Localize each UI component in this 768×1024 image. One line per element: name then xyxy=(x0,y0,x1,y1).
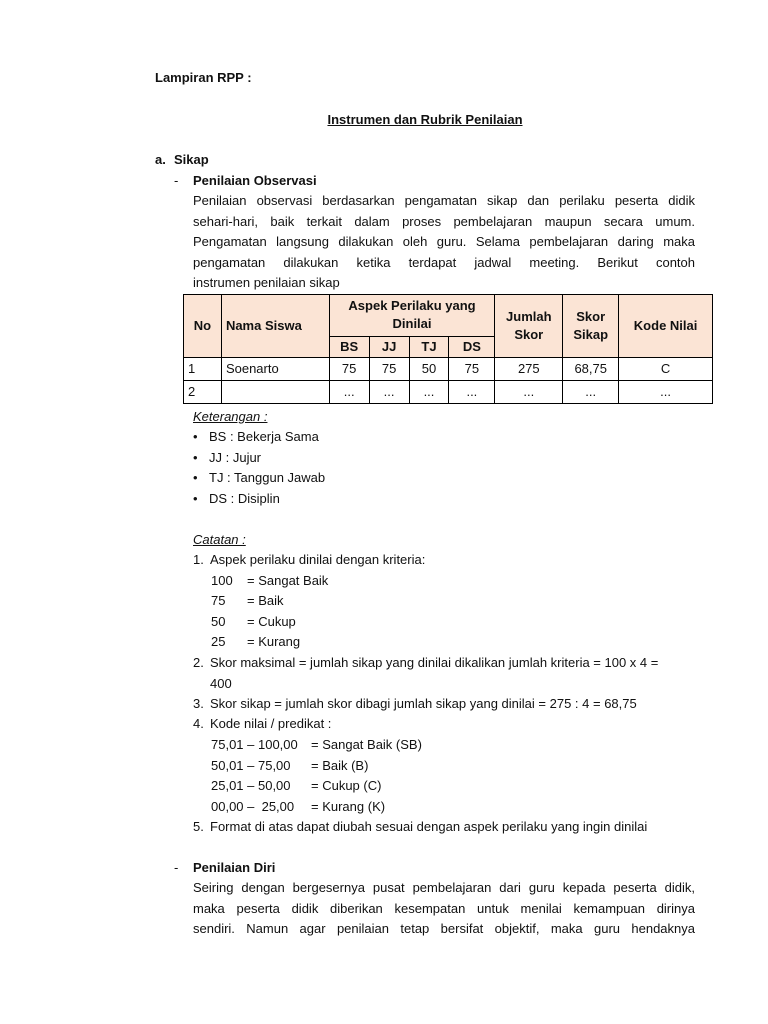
note-item-3: 3. Skor sikap = jumlah skor dibagi jumlah sikap yang dinilai = 275 : 4 = 68,75 xyxy=(193,696,637,711)
section-a-label: a. xyxy=(155,152,166,167)
notes-title: Catatan : xyxy=(193,532,246,547)
self-assessment-paragraph xyxy=(193,878,695,940)
header-aspect-bs: BS xyxy=(329,336,369,357)
note-item-2: 2. Skor maksimal = jumlah sikap yang dinilai dikalikan jumlah kriteria = 100 x 4 = xyxy=(193,655,659,670)
paragraph-line: sendiri. Namun agar penilaian tetap bersifat objektif, maka guru hendaknya xyxy=(193,921,695,936)
section-a-title: Sikap xyxy=(174,152,209,167)
header-aspect-group: Aspek Perilaku yang Dinilai xyxy=(329,295,495,337)
paragraph-line: sehari-hari, baik terkait dalam proses pembelajaran maupun secara umum. xyxy=(193,213,695,229)
cell-name: Soenarto xyxy=(221,358,329,381)
legend-title: Keterangan : xyxy=(193,409,268,424)
subsection-dash: - xyxy=(174,173,179,188)
paragraph-line: pengamatan dilakukan ketika terdapat jadwal meeting. Berikut contoh xyxy=(193,254,695,270)
legend-item: • JJ : Jujur xyxy=(193,448,261,469)
predicate-row: 25,01 – 50,00 = Cukup (C) xyxy=(211,778,382,793)
cell-no: 1 xyxy=(184,358,222,381)
bullet-icon: • xyxy=(193,470,198,485)
header-total: Jumlah Skor xyxy=(495,295,563,358)
cell-grade: C xyxy=(619,358,713,381)
predicate-row: 00,00 – 25,00 = Kurang (K) xyxy=(211,799,386,814)
legend-item: • TJ : Tanggun Jawab xyxy=(193,468,325,489)
cell-score: ... xyxy=(563,381,619,404)
subsection-dash: - xyxy=(174,860,179,875)
header-aspect-jj: JJ xyxy=(369,336,409,357)
cell-bs: ... xyxy=(329,381,369,404)
cell-grade: ... xyxy=(619,381,713,404)
table-row xyxy=(184,358,713,381)
criteria-row: 75 = Baik xyxy=(211,593,284,608)
header-aspect-tj: TJ xyxy=(409,336,449,357)
note-item-2-cont: 400 xyxy=(210,676,232,691)
header-no: No xyxy=(184,295,222,358)
table-header-row xyxy=(184,295,713,337)
subsection-title-observation: Penilaian Observasi xyxy=(193,173,317,188)
document-title: Instrumen dan Rubrik Penilaian xyxy=(327,112,523,127)
note-item-1: 1. Aspek perilaku dinilai dengan kriteria: xyxy=(193,552,426,567)
bullet-icon: • xyxy=(193,450,198,465)
subsection-title-self-assessment: Penilaian Diri xyxy=(193,860,276,875)
paragraph-line: Pengamatan langsung dilakukan oleh guru. Selama pembelajaran daring maka xyxy=(193,234,695,249)
criteria-row: 100 = Sangat Baik xyxy=(211,573,329,588)
cell-score: 68,75 xyxy=(563,358,619,381)
bullet-icon: • xyxy=(193,429,198,444)
criteria-row: 25 = Kurang xyxy=(211,634,301,649)
cell-bs: 75 xyxy=(329,358,369,381)
legend-item: • BS : Bekerja Sama xyxy=(193,427,319,448)
criteria-row: 50 = Cukup xyxy=(211,614,296,629)
cell-jj: ... xyxy=(369,381,409,404)
appendix-label: Lampiran RPP : xyxy=(155,70,252,85)
predicate-row: 75,01 – 100,00 = Sangat Baik (SB) xyxy=(211,737,422,752)
cell-ds: 75 xyxy=(449,358,495,381)
note-item-5: 5. Format di atas dapat diubah sesuai dengan aspek perilaku yang ingin dinilai xyxy=(193,819,648,834)
bullet-icon: • xyxy=(193,491,198,506)
cell-tj: 50 xyxy=(409,358,449,381)
note-item-4: 4. Kode nilai / predikat : xyxy=(193,716,332,731)
header-score: Skor Sikap xyxy=(563,295,619,358)
paragraph-line: Seiring dengan bergesernya pusat pembelajaran dari guru kepada peserta didik, xyxy=(193,880,695,895)
cell-jj: 75 xyxy=(369,358,409,381)
legend-item: • DS : Disiplin xyxy=(193,489,280,510)
observation-paragraph xyxy=(193,191,695,294)
predicate-row: 50,01 – 75,00 = Baik (B) xyxy=(211,758,369,773)
cell-tj: ... xyxy=(409,381,449,404)
table-row xyxy=(184,381,713,404)
cell-ds: ... xyxy=(449,381,495,404)
paragraph-line: instrumen penilaian sikap xyxy=(193,275,340,290)
paragraph-line: maka peserta didik diberikan kesempatan untuk menilai kemampuan dirinya xyxy=(193,900,695,916)
cell-no: 2 xyxy=(184,381,222,404)
paragraph-line: Penilaian observasi berdasarkan pengamatan sikap dan perilaku peserta didik xyxy=(193,193,695,208)
observation-table xyxy=(183,294,713,404)
header-name: Nama Siswa xyxy=(221,295,329,358)
cell-total: ... xyxy=(495,381,563,404)
header-aspect-ds: DS xyxy=(449,336,495,357)
header-grade: Kode Nilai xyxy=(619,295,713,358)
cell-name xyxy=(221,381,329,404)
cell-total: 275 xyxy=(495,358,563,381)
